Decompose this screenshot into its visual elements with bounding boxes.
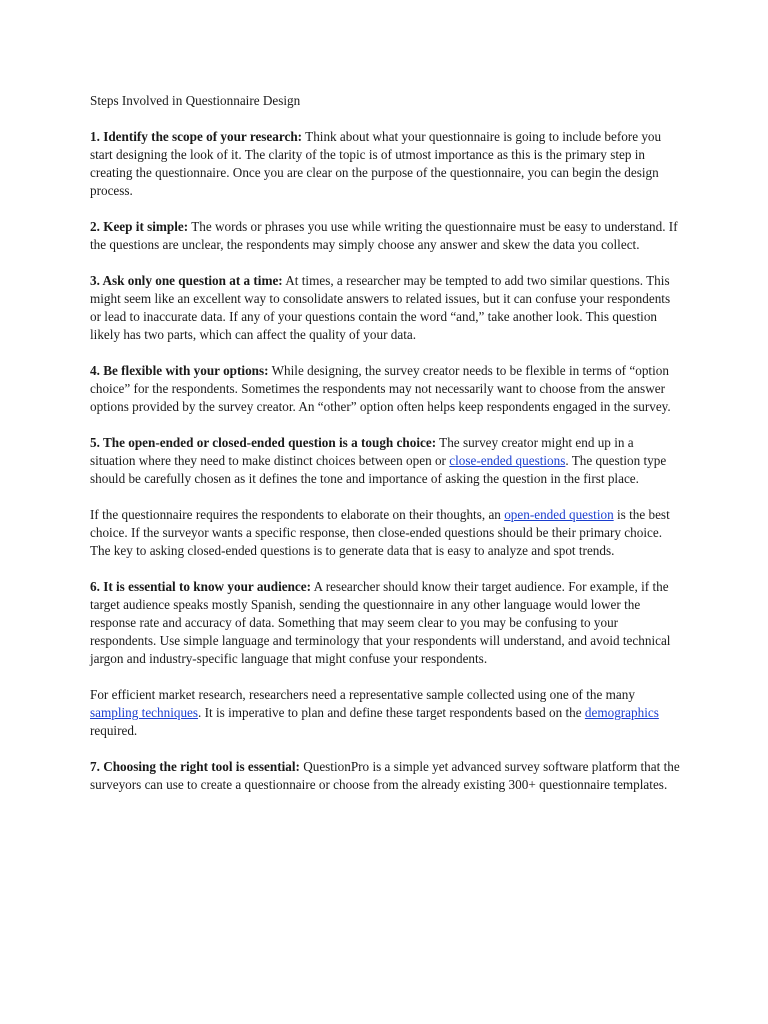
section-heading: 1. Identify the scope of your research: (90, 129, 303, 144)
section-text: is the best choice. If the surveyor wants a specific response, then close-ended questions should be their primary choice. The key to asking closed-ended questions is to generate data that is easy to analyze and spot trends. (90, 507, 670, 558)
section-text: Think about what your questionnaire is going to include before you start designing the look of it. The clarity of the topic is of utmost importance as this is the primary step in creating the questionnaire. Once you are clear on the purpose of the questionnaire, you can begin the design process. (90, 129, 662, 198)
section-text: While designing, the survey creator needs to be flexible in terms of “option choice” for the respondents. Sometimes the respondents may not necessarily want to choose from the answer options provided by the survey creator. An “other” option often helps keep respondents engaged in the survey. (90, 363, 671, 414)
section-one-question (90, 272, 680, 344)
section-open-ended-paragraph (90, 506, 680, 560)
section-right-tool (90, 758, 680, 794)
section-keep-simple (90, 218, 680, 254)
sampling-techniques-link[interactable]: sampling techniques (90, 705, 199, 720)
section-heading: 2. Keep it simple: (90, 219, 189, 234)
document-title: Steps Involved in Questionnaire Design (90, 93, 301, 108)
section-know-audience (90, 578, 680, 668)
section-text: required. (90, 723, 138, 738)
section-identify-scope (90, 128, 680, 200)
section-text: If the questionnaire requires the respondents to elaborate on their thoughts, an (90, 507, 505, 522)
section-text: At times, a researcher may be tempted to add two similar questions. This might seem like an excellent way to consolidate answers to related issues, but it can confuse your respondents or lead to inaccurate data. If any of your questions contain the word “and,” take another look. This question likely has two parts, which can affect the quality of your data. (90, 273, 671, 342)
section-market-research-paragraph (90, 686, 680, 740)
open-ended-question-link[interactable]: open-ended question (504, 507, 614, 522)
close-ended-questions-link[interactable]: close-ended questions (449, 453, 566, 468)
demographics-link[interactable]: demographics (584, 705, 659, 720)
document-page (90, 92, 680, 812)
section-heading: 5. The open-ended or closed-ended question is a tough choice: (90, 435, 437, 450)
section-text: QuestionPro is a simple yet advanced survey software platform that the surveyors can use to create a questionnaire or choose from the already existing 300+ questionnaire templates. (90, 759, 680, 792)
section-heading: 6. It is essential to know your audience: (90, 579, 312, 594)
section-text: The words or phrases you use while writing the questionnaire must be easy to understand. If the questions are unclear, the respondents may simply choose any answer and skew the data you collect. (90, 219, 678, 252)
section-flexible-options (90, 362, 680, 416)
section-heading: 3. Ask only one question at a time: (90, 273, 283, 288)
section-text: . The question type should be carefully chosen as it defines the tone and importance of asking the question in the first place. (90, 453, 667, 486)
section-heading: 7. Choosing the right tool is essential: (90, 759, 300, 774)
section-text: For efficient market research, researchers need a representative sample collected using one of the many (90, 687, 635, 702)
section-text: A researcher should know their target audience. For example, if the target audience speaks mostly Spanish, sending the questionnaire in any other language would lower the response rate and accuracy of data. Something that may seem clear to you may be confusing to your respondents. Use simple language and terminology that your respondents will understand, and avoid technical jargon and industry-specific language that might confuse your respondents. (90, 579, 671, 666)
section-text: . It is imperative to plan and define these target respondents based on the (198, 705, 585, 720)
section-heading: 4. Be flexible with your options: (90, 363, 269, 378)
section-open-closed (90, 434, 680, 488)
section-text: The survey creator might end up in a situation where they need to make distinct choices between open or (90, 435, 634, 468)
